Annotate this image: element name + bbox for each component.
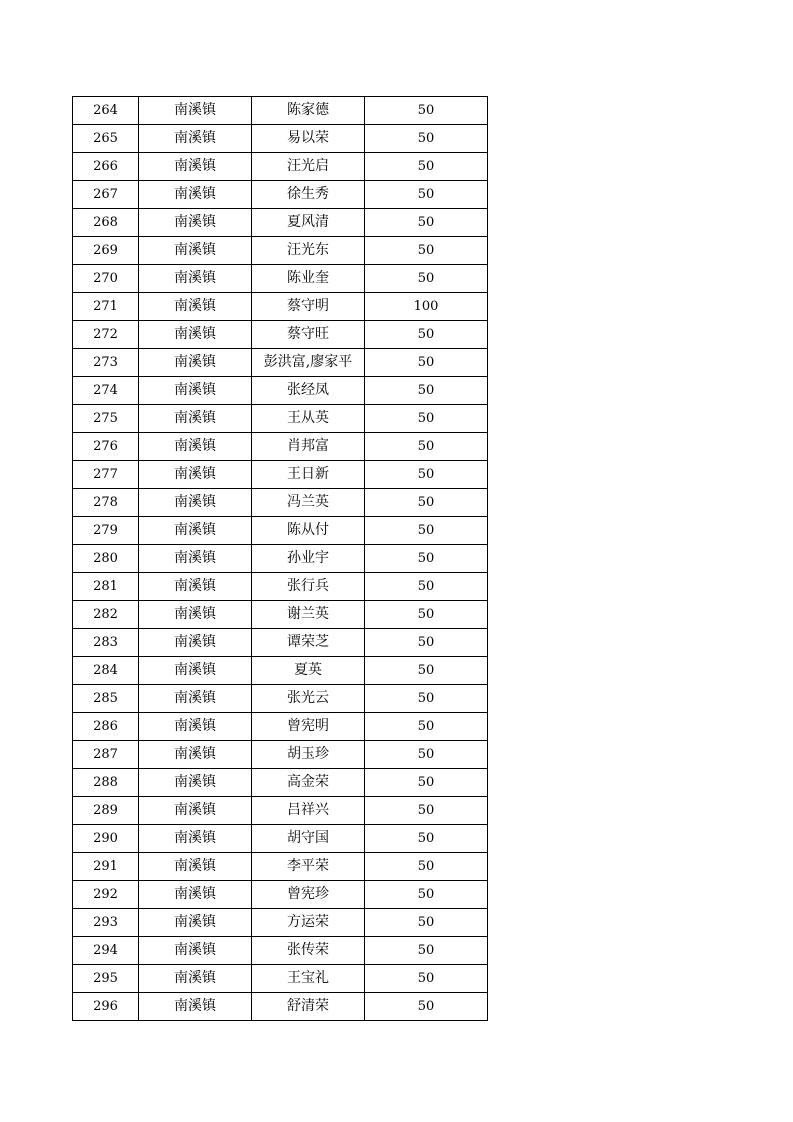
person-name-cell: 蔡守明 <box>252 293 365 321</box>
row-number-cell: 277 <box>73 461 139 489</box>
row-number-cell: 275 <box>73 405 139 433</box>
table-row <box>73 657 488 685</box>
town-cell: 南溪镇 <box>139 937 252 965</box>
table-row <box>73 713 488 741</box>
amount-cell: 50 <box>365 713 488 741</box>
table-row <box>73 153 488 181</box>
row-number-cell: 264 <box>73 97 139 125</box>
table-row <box>73 349 488 377</box>
town-cell: 南溪镇 <box>139 629 252 657</box>
town-cell: 南溪镇 <box>139 237 252 265</box>
table-row <box>73 405 488 433</box>
person-name-cell: 汪光启 <box>252 153 365 181</box>
person-name-cell: 吕祥兴 <box>252 797 365 825</box>
table-row <box>73 517 488 545</box>
row-number-cell: 293 <box>73 909 139 937</box>
town-cell: 南溪镇 <box>139 405 252 433</box>
amount-cell: 50 <box>365 321 488 349</box>
row-number-cell: 295 <box>73 965 139 993</box>
table-row <box>73 97 488 125</box>
person-name-cell: 陈从付 <box>252 517 365 545</box>
table-row <box>73 293 488 321</box>
row-number-cell: 278 <box>73 489 139 517</box>
town-cell: 南溪镇 <box>139 881 252 909</box>
person-name-cell: 张经凤 <box>252 377 365 405</box>
row-number-cell: 270 <box>73 265 139 293</box>
row-number-cell: 290 <box>73 825 139 853</box>
row-number-cell: 283 <box>73 629 139 657</box>
amount-cell: 50 <box>365 741 488 769</box>
amount-cell: 50 <box>365 657 488 685</box>
person-name-cell: 曾宪珍 <box>252 881 365 909</box>
amount-cell: 50 <box>365 573 488 601</box>
table-row <box>73 209 488 237</box>
row-number-cell: 289 <box>73 797 139 825</box>
person-name-cell: 汪光东 <box>252 237 365 265</box>
row-number-cell: 296 <box>73 993 139 1021</box>
table-row <box>73 825 488 853</box>
table-row <box>73 265 488 293</box>
person-name-cell: 胡守国 <box>252 825 365 853</box>
row-number-cell: 291 <box>73 853 139 881</box>
town-cell: 南溪镇 <box>139 97 252 125</box>
amount-cell: 50 <box>365 125 488 153</box>
amount-cell: 50 <box>365 433 488 461</box>
amount-cell: 50 <box>365 377 488 405</box>
town-cell: 南溪镇 <box>139 125 252 153</box>
person-name-cell: 王宝礼 <box>252 965 365 993</box>
amount-cell: 50 <box>365 97 488 125</box>
amount-cell: 50 <box>365 601 488 629</box>
town-cell: 南溪镇 <box>139 209 252 237</box>
person-name-cell: 谭荣芝 <box>252 629 365 657</box>
amount-cell: 50 <box>365 265 488 293</box>
row-number-cell: 269 <box>73 237 139 265</box>
person-name-cell: 谢兰英 <box>252 601 365 629</box>
person-name-cell: 蔡守旺 <box>252 321 365 349</box>
town-cell: 南溪镇 <box>139 265 252 293</box>
amount-cell: 50 <box>365 629 488 657</box>
table-row <box>73 741 488 769</box>
table-row <box>73 853 488 881</box>
row-number-cell: 287 <box>73 741 139 769</box>
amount-cell: 50 <box>365 181 488 209</box>
row-number-cell: 292 <box>73 881 139 909</box>
town-cell: 南溪镇 <box>139 573 252 601</box>
row-number-cell: 274 <box>73 377 139 405</box>
table-row <box>73 965 488 993</box>
town-cell: 南溪镇 <box>139 741 252 769</box>
amount-cell: 50 <box>365 405 488 433</box>
table-row <box>73 321 488 349</box>
amount-cell: 50 <box>365 209 488 237</box>
row-number-cell: 279 <box>73 517 139 545</box>
town-cell: 南溪镇 <box>139 181 252 209</box>
row-number-cell: 284 <box>73 657 139 685</box>
table-row <box>73 685 488 713</box>
row-number-cell: 271 <box>73 293 139 321</box>
row-number-cell: 276 <box>73 433 139 461</box>
table-body <box>73 97 488 1021</box>
person-name-cell: 陈业奎 <box>252 265 365 293</box>
town-cell: 南溪镇 <box>139 713 252 741</box>
person-name-cell: 夏风清 <box>252 209 365 237</box>
amount-cell: 50 <box>365 545 488 573</box>
amount-cell: 50 <box>365 517 488 545</box>
person-name-cell: 方运荣 <box>252 909 365 937</box>
data-table <box>72 96 488 1021</box>
town-cell: 南溪镇 <box>139 853 252 881</box>
row-number-cell: 280 <box>73 545 139 573</box>
row-number-cell: 267 <box>73 181 139 209</box>
amount-cell: 50 <box>365 965 488 993</box>
town-cell: 南溪镇 <box>139 825 252 853</box>
person-name-cell: 曾宪明 <box>252 713 365 741</box>
amount-cell: 50 <box>365 881 488 909</box>
town-cell: 南溪镇 <box>139 349 252 377</box>
row-number-cell: 273 <box>73 349 139 377</box>
table-row <box>73 797 488 825</box>
town-cell: 南溪镇 <box>139 657 252 685</box>
person-name-cell: 王从英 <box>252 405 365 433</box>
person-name-cell: 孙业宇 <box>252 545 365 573</box>
amount-cell: 100 <box>365 293 488 321</box>
row-number-cell: 288 <box>73 769 139 797</box>
table-row <box>73 237 488 265</box>
town-cell: 南溪镇 <box>139 293 252 321</box>
table-row <box>73 629 488 657</box>
town-cell: 南溪镇 <box>139 685 252 713</box>
person-name-cell: 易以荣 <box>252 125 365 153</box>
town-cell: 南溪镇 <box>139 545 252 573</box>
table-row <box>73 601 488 629</box>
person-name-cell: 舒清荣 <box>252 993 365 1021</box>
amount-cell: 50 <box>365 937 488 965</box>
town-cell: 南溪镇 <box>139 461 252 489</box>
town-cell: 南溪镇 <box>139 321 252 349</box>
amount-cell: 50 <box>365 797 488 825</box>
amount-cell: 50 <box>365 909 488 937</box>
amount-cell: 50 <box>365 769 488 797</box>
person-name-cell: 王日新 <box>252 461 365 489</box>
person-name-cell: 张传荣 <box>252 937 365 965</box>
table-row <box>73 909 488 937</box>
row-number-cell: 285 <box>73 685 139 713</box>
table-row <box>73 461 488 489</box>
town-cell: 南溪镇 <box>139 377 252 405</box>
row-number-cell: 265 <box>73 125 139 153</box>
town-cell: 南溪镇 <box>139 797 252 825</box>
table-row <box>73 181 488 209</box>
table-row <box>73 937 488 965</box>
person-name-cell: 冯兰英 <box>252 489 365 517</box>
town-cell: 南溪镇 <box>139 517 252 545</box>
table-row <box>73 573 488 601</box>
person-name-cell: 彭洪富,廖家平 <box>252 349 365 377</box>
row-number-cell: 266 <box>73 153 139 181</box>
town-cell: 南溪镇 <box>139 965 252 993</box>
amount-cell: 50 <box>365 853 488 881</box>
table-row <box>73 125 488 153</box>
table-row <box>73 769 488 797</box>
amount-cell: 50 <box>365 237 488 265</box>
table-row <box>73 377 488 405</box>
amount-cell: 50 <box>365 489 488 517</box>
town-cell: 南溪镇 <box>139 433 252 461</box>
row-number-cell: 268 <box>73 209 139 237</box>
town-cell: 南溪镇 <box>139 601 252 629</box>
town-cell: 南溪镇 <box>139 909 252 937</box>
table-row <box>73 433 488 461</box>
person-name-cell: 高金荣 <box>252 769 365 797</box>
table-row <box>73 993 488 1021</box>
table-row <box>73 489 488 517</box>
person-name-cell: 胡玉珍 <box>252 741 365 769</box>
row-number-cell: 282 <box>73 601 139 629</box>
person-name-cell: 李平荣 <box>252 853 365 881</box>
person-name-cell: 张光云 <box>252 685 365 713</box>
person-name-cell: 徐生秀 <box>252 181 365 209</box>
town-cell: 南溪镇 <box>139 993 252 1021</box>
amount-cell: 50 <box>365 153 488 181</box>
amount-cell: 50 <box>365 461 488 489</box>
person-name-cell: 张行兵 <box>252 573 365 601</box>
town-cell: 南溪镇 <box>139 489 252 517</box>
town-cell: 南溪镇 <box>139 769 252 797</box>
row-number-cell: 294 <box>73 937 139 965</box>
amount-cell: 50 <box>365 993 488 1021</box>
person-name-cell: 陈家德 <box>252 97 365 125</box>
table-row <box>73 881 488 909</box>
person-name-cell: 夏英 <box>252 657 365 685</box>
amount-cell: 50 <box>365 685 488 713</box>
table-row <box>73 545 488 573</box>
row-number-cell: 281 <box>73 573 139 601</box>
row-number-cell: 286 <box>73 713 139 741</box>
person-name-cell: 肖邦富 <box>252 433 365 461</box>
row-number-cell: 272 <box>73 321 139 349</box>
amount-cell: 50 <box>365 825 488 853</box>
town-cell: 南溪镇 <box>139 153 252 181</box>
amount-cell: 50 <box>365 349 488 377</box>
